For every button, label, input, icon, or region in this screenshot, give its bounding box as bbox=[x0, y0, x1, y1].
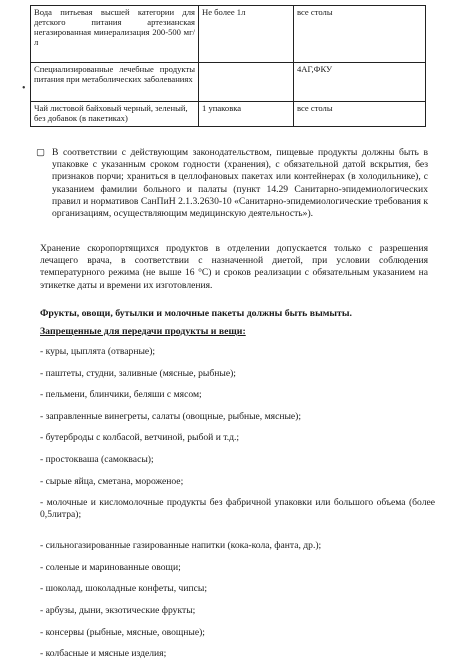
diet-cell: все столы bbox=[294, 6, 426, 63]
legislation-text: В соответствии с действующим законодательством, пищевые продукты должны быть в упаковке с указанным сроком годности (хранения), с обязательной датой вскрытия, без признаков порчи; храниться в целлофановых пакетах или контейнерах (в холодильнике), с указанием фамилии больного и палаты (пункт 14.29 Санитарно-эпидемиологических правил и нормативов СанПиН 2.1.3.2630-10 «Санитарно-эпидемиологические требования к организациям, осуществляющим медицинскую деятельность»). bbox=[52, 147, 428, 220]
table-row bbox=[31, 6, 426, 63]
list-item: - паштеты, студни, заливные (мясные, рыбные); bbox=[40, 367, 236, 379]
list-item: - куры, цыплята (отварные); bbox=[40, 346, 156, 357]
quantity-cell: Не более 1л bbox=[199, 6, 294, 63]
list-item: - простокваша (самоквасы); bbox=[40, 453, 154, 465]
product-cell: Специализированные лечебные продукты питания при метаболических заболеваниях bbox=[31, 63, 199, 102]
list-item: - соленые и маринованные овощи; bbox=[40, 561, 181, 573]
diet-cell: 4АГ,ФКУ bbox=[294, 63, 426, 102]
quantity-cell bbox=[199, 63, 294, 102]
wash-note: Фрукты, овощи, бутылки и молочные пакеты должны быть вымыты. bbox=[40, 308, 352, 319]
allowed-products-table bbox=[30, 5, 426, 127]
list-item: - пельмени, блинчики, беляши с мясом; bbox=[40, 389, 202, 401]
checkbox-bullet-icon: ▢ bbox=[36, 147, 46, 158]
forbidden-list bbox=[40, 346, 435, 670]
table-row bbox=[31, 63, 426, 102]
legislation-paragraph bbox=[36, 147, 428, 220]
storage-paragraph: Хранение скоропортящихся продуктов в отделении допускается только с разрешения лечащего врача, в соответствии с назначенной диетой, при условии соблюдения температурного режима (не выше 16 °С) и сроков реализации с обязательным указанием на этикетке даты и времени их изготовления. bbox=[40, 243, 428, 291]
list-item: - сырые яйца, сметана, мороженое; bbox=[40, 475, 184, 487]
list-item: - молочные и кисломолочные продукты без фабричной упаковки или большого объема (более 0,5литра); bbox=[40, 497, 435, 521]
list-item: - бутерброды с колбасой, ветчиной, рыбой и т.д.; bbox=[40, 432, 240, 444]
list-item: - сильногазированные газированные напитки (кока-кола, фанта, др.); bbox=[40, 540, 322, 552]
product-cell: Вода питьевая высшей категории для детского питания артезианская негазированная минерализация 200-500 мг/л bbox=[31, 6, 199, 63]
margin-mark: • bbox=[22, 83, 26, 94]
list-item: - шоколад, шоколадные конфеты, чипсы; bbox=[40, 583, 208, 595]
list-item: - арбузы, дыни, экзотические фрукты; bbox=[40, 604, 196, 616]
list-item: - консервы (рыбные, мясные, овощные); bbox=[40, 626, 205, 638]
forbidden-list-title: Запрещенные для передачи продукты и вещи: bbox=[40, 326, 246, 337]
product-cell: Чай листовой байховый черный, зеленый, без добавок (в пакетиках) bbox=[31, 102, 199, 127]
diet-cell: все столы bbox=[294, 102, 426, 127]
list-item: - колбасные и мясные изделия; bbox=[40, 648, 167, 660]
table-row bbox=[31, 102, 426, 127]
quantity-cell: 1 упаковка bbox=[199, 102, 294, 127]
list-item: - заправленные винегреты, салаты (овощные, рыбные, мясные); bbox=[40, 410, 302, 422]
